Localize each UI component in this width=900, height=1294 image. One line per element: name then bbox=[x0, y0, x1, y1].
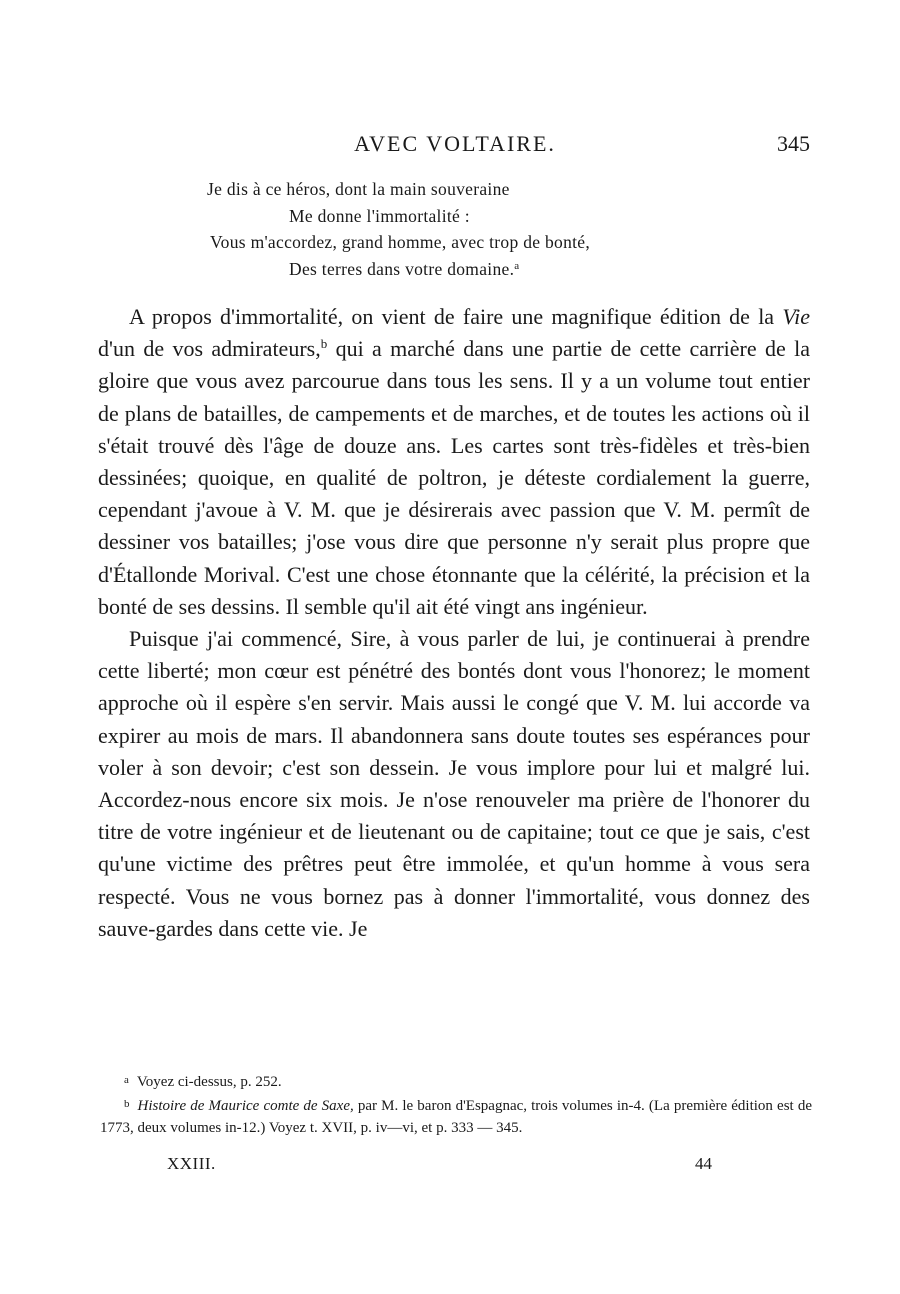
footnote-mark: b bbox=[124, 1098, 130, 1110]
body-text bbox=[98, 301, 810, 945]
footnote-text: Voyez ci-dessus, p. 252. bbox=[136, 1074, 282, 1090]
paragraph-1-text-c: qui a marché dans une partie de cette carrière de la gloire que vous avez parcourue dans tous les sens. Il y a un volume tout entier de plans de batailles, de campements et de marches, et de toutes les actions où il s'était trouvé dès l'âge de douze ans. Les cartes sont très-fidèles et très-bien dessinées; quoique, en qualité de poltron, je déteste cordialement la guerre, cependant j'avoue à V. M. que je désirerais avec passion que V. M. permît de dessiner vos batailles; j'ose vous dire que personne n'y serait plus propre que d'Étallonde Morival. C'est une chose étonnante que la célérité, la précision et la bonté de ses dessins. Il semble qu'il ait été vingt ans ingénieur. bbox=[98, 336, 811, 619]
footnote-mark: a bbox=[124, 1074, 129, 1086]
italic-title: Vie bbox=[782, 304, 810, 329]
paragraph-1 bbox=[98, 301, 810, 623]
running-title: AVEC VOLTAIRE. bbox=[354, 131, 556, 156]
footnote-text: par M. le baron d'Espagnac, trois volumes in-4. (La première édition est de 1773, deux volumes in-12.) Voyez t. XVII, p. iv—vi, et p. 333 — 345. bbox=[100, 1098, 813, 1136]
volume-signature: XXIII. bbox=[167, 1154, 216, 1173]
paragraph-2: Puisque j'ai commencé, Sire, à vous parler de lui, je continuerai à prendre cette liberté; mon cœur est pénétré des bontés dont vous l'honorez; le moment approche où il espère s'en servir. Mais aussi le congé que V. M. lui accorde va expirer au mois de mars. Il abandonnera sans doute toutes ses espérances pour voler à son devoir; c'est son dessein. Je vous implore pour lui et malgré lui. Accordez-nous encore six mois. Je n'ose renouveler ma prière de l'honorer du titre de votre ingénieur et de lieutenant ou de capitaine; tout ce que je sais, c'est qu'une victime des prêtres peut être immolée, et qu'un homme à vous sera respecté. Vous ne vous bornez pas à donner l'immortalité, vous donnez des sauve-gardes dans cette vie. Je bbox=[98, 626, 810, 941]
footnote-b bbox=[100, 1093, 812, 1139]
signature-line bbox=[167, 1154, 712, 1178]
verse-line: Me donne l'immortalité : bbox=[289, 205, 470, 226]
verse-line-last bbox=[289, 256, 900, 283]
running-head bbox=[100, 131, 810, 161]
paragraph-1-text-b: d'un de vos admirateurs, bbox=[98, 336, 321, 362]
paragraph-1-text-a: A propos d'immortalité, on vient de faire une magnifique édition de la bbox=[129, 304, 783, 329]
footnote-ref-b[interactable]: b bbox=[320, 336, 328, 352]
gathering-number: 44 bbox=[695, 1154, 712, 1173]
verse-line: Je dis à ce héros, dont la main souveraine bbox=[207, 179, 510, 199]
page-number: 345 bbox=[777, 131, 810, 156]
verse-line-text: Des terres dans votre domaine. bbox=[289, 258, 515, 279]
footnote-a bbox=[100, 1069, 812, 1093]
verse-line: Vous m'accordez, grand homme, avec trop de bonté, bbox=[210, 232, 591, 252]
footnote-citation: Histoire de Maurice comte de Saxe, bbox=[137, 1098, 354, 1114]
verse-block bbox=[0, 176, 900, 282]
footnote-ref-a[interactable]: a bbox=[514, 259, 520, 272]
footnotes bbox=[100, 1069, 812, 1139]
